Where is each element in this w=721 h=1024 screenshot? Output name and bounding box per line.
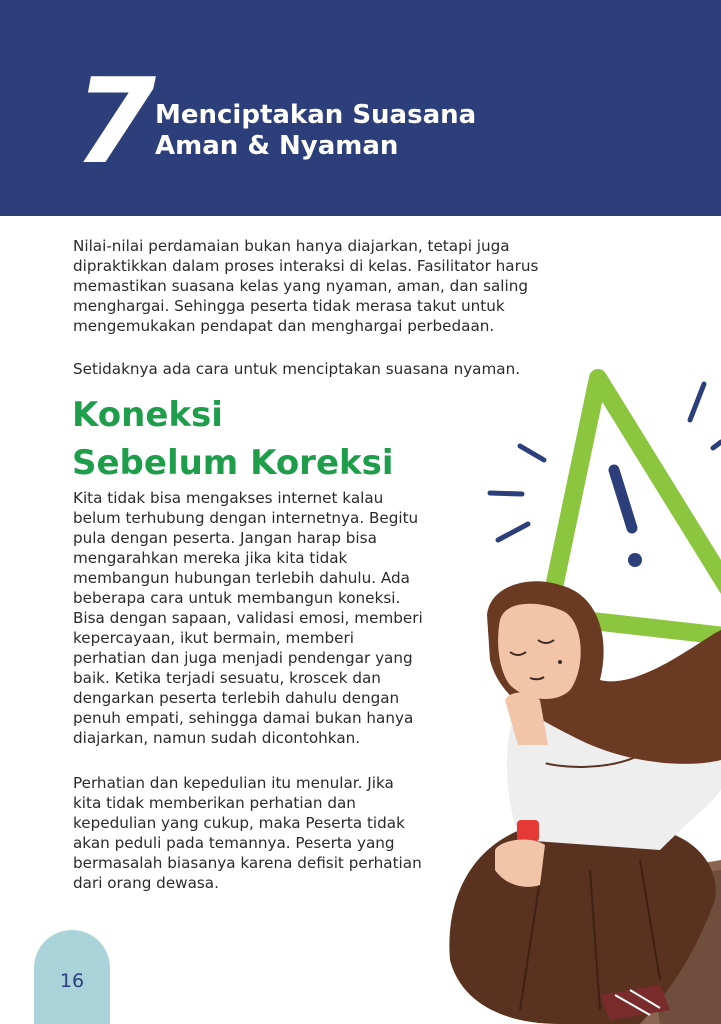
text-line: Setidaknya ada cara untuk menciptakan suasana nyaman. xyxy=(73,360,521,378)
text-line: menghargai. Sehingga peserta tidak merasa takut untuk xyxy=(73,297,505,315)
text-line: dari orang dewasa. xyxy=(73,874,219,892)
text-line: dipraktikkan dalam proses interaksi di kelas. Fasilitator harus xyxy=(73,257,539,275)
heading-line: Sebelum Koreksi xyxy=(72,443,394,483)
text-line: dengarkan peserta terlebih dahulu dengan xyxy=(73,689,400,707)
exclamation-icon xyxy=(614,470,642,567)
text-line: Bisa dengan sapaan, validasi emosi, memberi xyxy=(73,609,423,627)
chapter-number: 7 xyxy=(74,52,157,190)
chapter-title-line: Menciptakan Suasana xyxy=(155,100,477,130)
text-line: mengemukakan pendapat dan menghargai perbedaan. xyxy=(73,317,495,335)
text-line: memastikan suasana kelas yang nyaman, aman, dan saling xyxy=(73,277,529,295)
text-line: penuh empati, sehingga damai bukan hanya xyxy=(73,709,414,727)
text-line: kita tidak memberikan perhatian dan xyxy=(73,794,356,812)
text-line: pula dengan peserta. Jangan harap bisa xyxy=(73,529,377,547)
text-line: akan peduli pada temannya. Peserta yang xyxy=(73,834,395,852)
text-line: Nilai-nilai perdamaian bukan hanya diajarkan, tetapi juga xyxy=(73,237,510,255)
intro-summary xyxy=(73,359,553,379)
text-line: Perhatian dan kepedulian itu menular. Jika xyxy=(73,774,394,792)
section-paragraph-2 xyxy=(73,773,553,893)
heading-line: Koneksi xyxy=(72,395,223,435)
section-paragraph-1 xyxy=(73,488,553,748)
text-line: diajarkan, namun sudah dicontohkan. xyxy=(73,729,361,747)
page-number: 16 xyxy=(59,970,85,992)
text-line: baik. Ketika terjadi sesuatu, kroscek dan xyxy=(73,669,381,687)
text-line: perhatian dan juga menjadi pendengar yang xyxy=(73,649,413,667)
text-line: kepercayaan, ikut bermain, memberi xyxy=(73,629,354,647)
section-heading xyxy=(72,391,492,487)
text-line: beberapa cara untuk membangun koneksi. xyxy=(73,589,401,607)
chapter-title-line: Aman & Nyaman xyxy=(155,131,399,161)
text-line: Kita tidak bisa mengakses internet kalau xyxy=(73,489,384,507)
intro-paragraph xyxy=(73,236,553,336)
text-line: kepedulian yang cukup, maka Peserta tidak xyxy=(73,814,405,832)
text-line: membangun hubungan terlebih dahulu. Ada xyxy=(73,569,410,587)
text-line: belum terhubung dengan internetnya. Begitu xyxy=(73,509,419,527)
text-line: bermasalah biasanya karena defisit perhatian xyxy=(73,854,422,872)
text-line: mengarahkan mereka jika kita tidak xyxy=(73,549,348,567)
